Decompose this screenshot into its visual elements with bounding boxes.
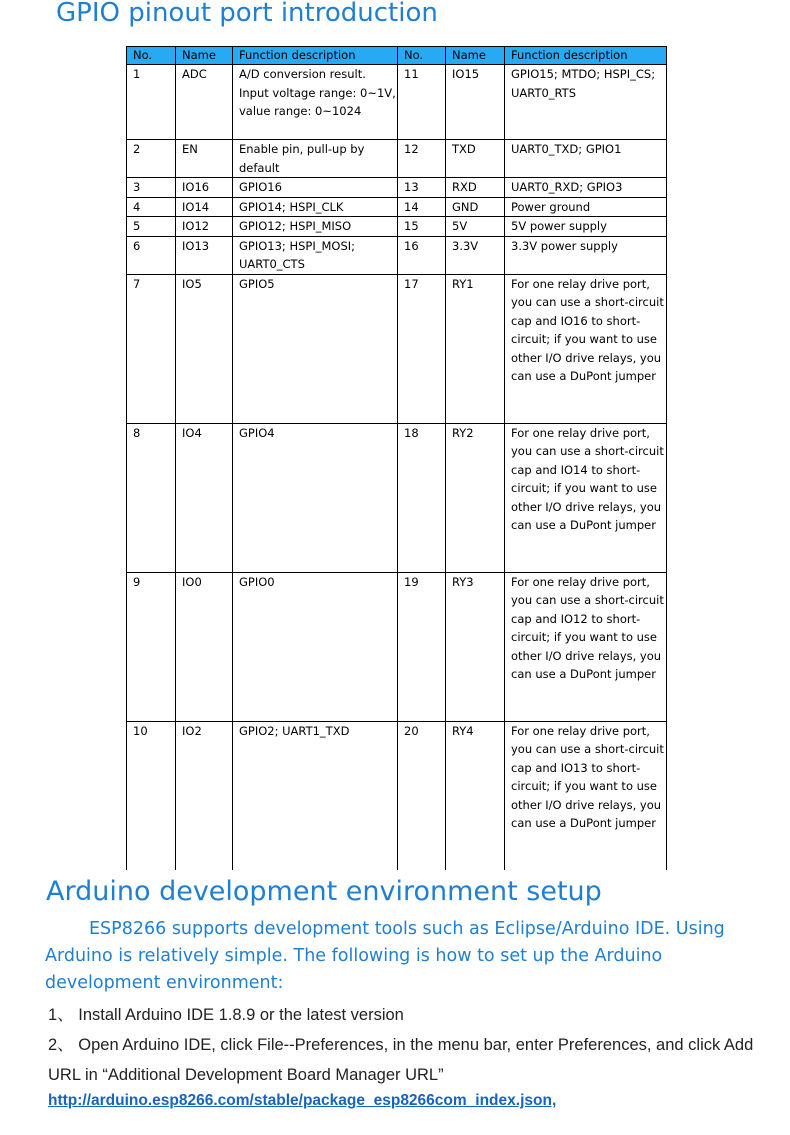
pin-name: RY1 bbox=[446, 274, 505, 423]
gpio-pinout-table bbox=[126, 46, 667, 870]
table-row bbox=[127, 274, 667, 423]
pin-function: GPIO4 bbox=[233, 423, 398, 572]
header-name-2: Name bbox=[446, 47, 505, 65]
header-function-description-2: Function description bbox=[505, 47, 667, 65]
pin-name: GND bbox=[446, 197, 505, 217]
intro-paragraph: ESP8266 supports development tools such as Eclipse/Arduino IDE. Using Arduino is relatively simple. The following is how to set up the Arduino development environment: bbox=[45, 919, 725, 993]
pin-number: 13 bbox=[398, 178, 446, 198]
pin-name: RY2 bbox=[446, 423, 505, 572]
pin-name: IO0 bbox=[176, 572, 233, 721]
pin-number: 7 bbox=[127, 274, 176, 423]
pin-number: 5 bbox=[127, 217, 176, 237]
pin-name: TXD bbox=[446, 140, 505, 178]
table-row bbox=[127, 65, 667, 140]
pin-function: GPIO12; HSPI_MISO bbox=[233, 217, 398, 237]
pin-name: IO14 bbox=[176, 197, 233, 217]
pin-name: IO16 bbox=[176, 178, 233, 198]
pin-function: GPIO13; HSPI_MOSI; UART0_CTS bbox=[233, 236, 398, 274]
pin-number: 1 bbox=[127, 65, 176, 140]
page-title: GPIO pinout port introduction bbox=[56, 0, 438, 28]
table-row bbox=[127, 236, 667, 274]
table-row bbox=[127, 178, 667, 198]
step-2: 2、 Open Arduino IDE, click File--Preferences, in the menu bar, enter Preferences, and click Add URL in “Additional Development Board Manager URL” bbox=[48, 1036, 754, 1084]
pin-name: IO15 bbox=[446, 65, 505, 140]
pin-function: 3.3V power supply bbox=[505, 236, 667, 274]
pin-number: 16 bbox=[398, 236, 446, 274]
header-name: Name bbox=[176, 47, 233, 65]
pin-function: GPIO15; MTDO; HSPI_CS; UART0_RTS bbox=[505, 65, 667, 140]
pin-name: EN bbox=[176, 140, 233, 178]
pin-number: 17 bbox=[398, 274, 446, 423]
pin-number: 4 bbox=[127, 197, 176, 217]
pin-number: 15 bbox=[398, 217, 446, 237]
step-1: 1、 Install Arduino IDE 1.8.9 or the latest version bbox=[48, 1006, 404, 1024]
pin-name: ADC bbox=[176, 65, 233, 140]
pin-function: GPIO16 bbox=[233, 178, 398, 198]
pin-number: 14 bbox=[398, 197, 446, 217]
pin-name: RXD bbox=[446, 178, 505, 198]
pin-number: 6 bbox=[127, 236, 176, 274]
pin-function: GPIO5 bbox=[233, 274, 398, 423]
header-function-description: Function description bbox=[233, 47, 398, 65]
pin-number: 3 bbox=[127, 178, 176, 198]
pin-number: 19 bbox=[398, 572, 446, 721]
pin-name: IO4 bbox=[176, 423, 233, 572]
section-heading-arduino: Arduino development environment setup bbox=[46, 876, 602, 907]
pin-name: IO12 bbox=[176, 217, 233, 237]
pin-function: Power ground bbox=[505, 197, 667, 217]
pin-function: For one relay drive port, you can use a short-circuit cap and IO13 to short-circuit; if you want to use other I/O drive relays, you can use a DuPont jumper bbox=[505, 721, 667, 870]
pin-name: IO13 bbox=[176, 236, 233, 274]
pin-function: 5V power supply bbox=[505, 217, 667, 237]
pin-function: Enable pin, pull-up by default bbox=[233, 140, 398, 178]
table-row bbox=[127, 721, 667, 870]
pin-number: 12 bbox=[398, 140, 446, 178]
header-no: No. bbox=[127, 47, 176, 65]
table-row bbox=[127, 572, 667, 721]
table-header-row bbox=[127, 47, 667, 65]
pin-function: For one relay drive port, you can use a short-circuit cap and IO14 to short-circuit; if you want to use other I/O drive relays, you can use a DuPont jumper bbox=[505, 423, 667, 572]
pin-name: RY4 bbox=[446, 721, 505, 870]
table-row bbox=[127, 423, 667, 572]
board-manager-url-link[interactable]: http://arduino.esp8266.com/stable/package_esp8266com_index.json, bbox=[48, 1092, 557, 1109]
pin-function: For one relay drive port, you can use a short-circuit cap and IO16 to short-circuit; if you want to use other I/O drive relays, you can use a DuPont jumper bbox=[505, 274, 667, 423]
pin-function: For one relay drive port, you can use a short-circuit cap and IO12 to short-circuit; if you want to use other I/O drive relays, you can use a DuPont jumper bbox=[505, 572, 667, 721]
pin-number: 10 bbox=[127, 721, 176, 870]
pin-number: 8 bbox=[127, 423, 176, 572]
pin-name: IO2 bbox=[176, 721, 233, 870]
pin-function: A/D conversion result. Input voltage range: 0~1V, value range: 0~1024 bbox=[233, 65, 398, 140]
table-row bbox=[127, 197, 667, 217]
header-no-2: No. bbox=[398, 47, 446, 65]
pin-function: GPIO2; UART1_TXD bbox=[233, 721, 398, 870]
table-row bbox=[127, 140, 667, 178]
pin-function: GPIO0 bbox=[233, 572, 398, 721]
pin-function: UART0_RXD; GPIO3 bbox=[505, 178, 667, 198]
pin-number: 2 bbox=[127, 140, 176, 178]
pin-name: IO5 bbox=[176, 274, 233, 423]
table-row bbox=[127, 217, 667, 237]
pin-name: 3.3V bbox=[446, 236, 505, 274]
pin-number: 9 bbox=[127, 572, 176, 721]
pin-number: 11 bbox=[398, 65, 446, 140]
pin-function: GPIO14; HSPI_CLK bbox=[233, 197, 398, 217]
pin-function: UART0_TXD; GPIO1 bbox=[505, 140, 667, 178]
pin-number: 18 bbox=[398, 423, 446, 572]
pin-name: 5V bbox=[446, 217, 505, 237]
pin-name: RY3 bbox=[446, 572, 505, 721]
pin-number: 20 bbox=[398, 721, 446, 870]
